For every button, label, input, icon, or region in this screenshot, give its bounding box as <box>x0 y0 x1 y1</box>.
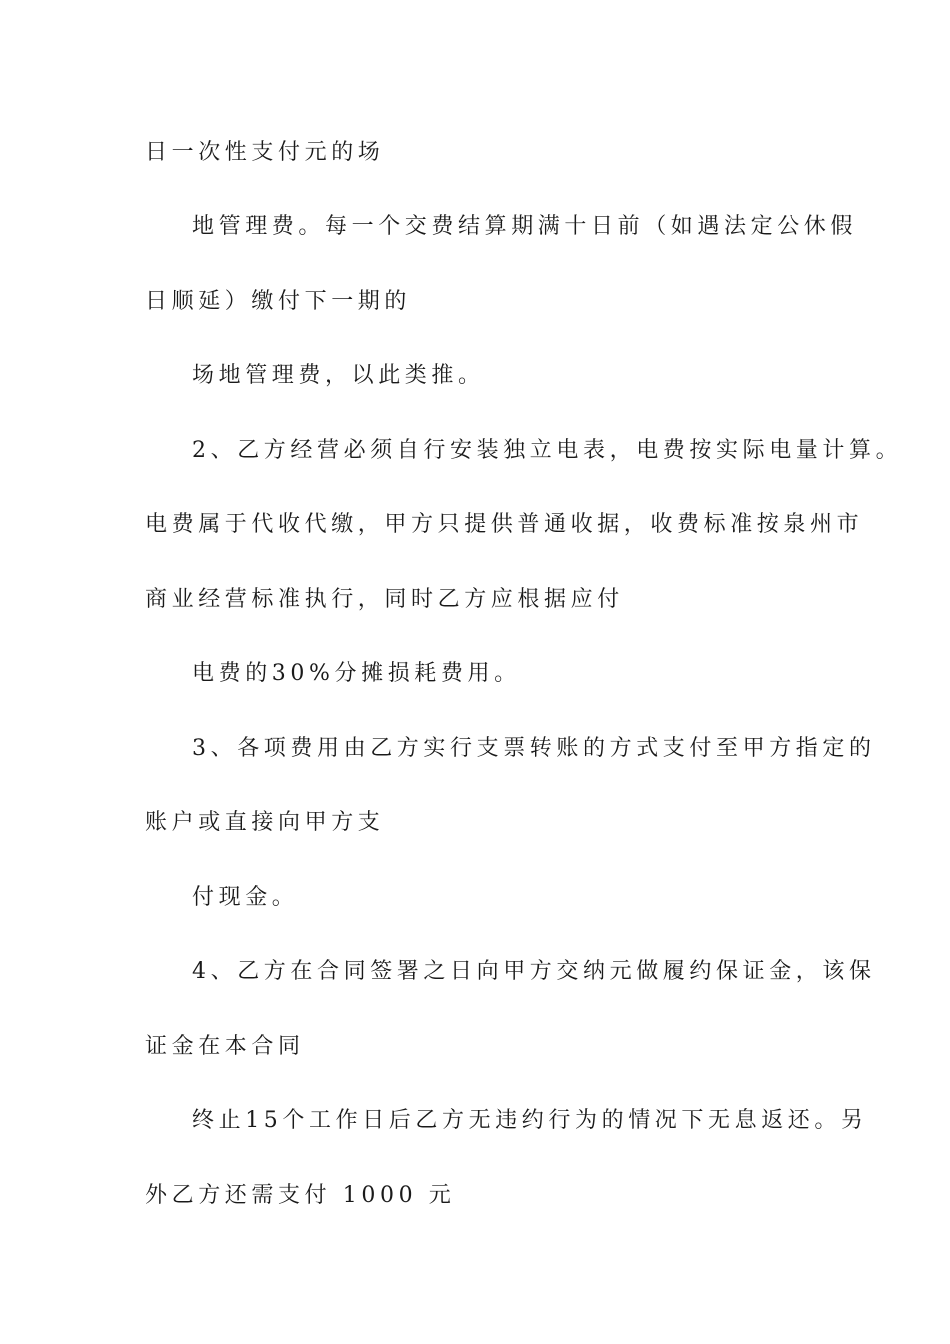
text-line-7: 商业经营标准执行，同时乙方应根据应付 <box>145 587 624 612</box>
text-line-13: 证金在本合同 <box>145 1034 305 1059</box>
text-line-10: 账户或直接向甲方支 <box>145 810 385 835</box>
text-line-14: 终止15个工作日后乙方无违约行为的情况下无息返还。另 <box>192 1108 868 1133</box>
text-line-8: 电费的30%分摊损耗费用。 <box>192 661 521 686</box>
text-line-12: 4、乙方在合同签署之日向甲方交纳元做履约保证金，该保 <box>192 959 876 984</box>
text-line-15: 外乙方还需支付 1000 元 <box>145 1183 456 1208</box>
text-line-1: 日一次性支付元的场 <box>145 140 385 165</box>
text-line-11: 付现金。 <box>192 885 299 910</box>
text-line-2: 地管理费。每一个交费结算期满十日前（如遇法定公休假 <box>192 214 858 239</box>
text-line-6: 电费属于代收代缴，甲方只提供普通收据，收费标准按泉州市 <box>145 512 864 537</box>
text-line-3: 日顺延）缴付下一期的 <box>145 289 412 314</box>
text-line-4: 场地管理费，以此类推。 <box>192 363 485 388</box>
text-line-9: 3、各项费用由乙方实行支票转账的方式支付至甲方指定的 <box>192 736 876 761</box>
text-line-5: 2、乙方经营必须自行安装独立电表，电费按实际电量计算。 <box>192 438 903 463</box>
